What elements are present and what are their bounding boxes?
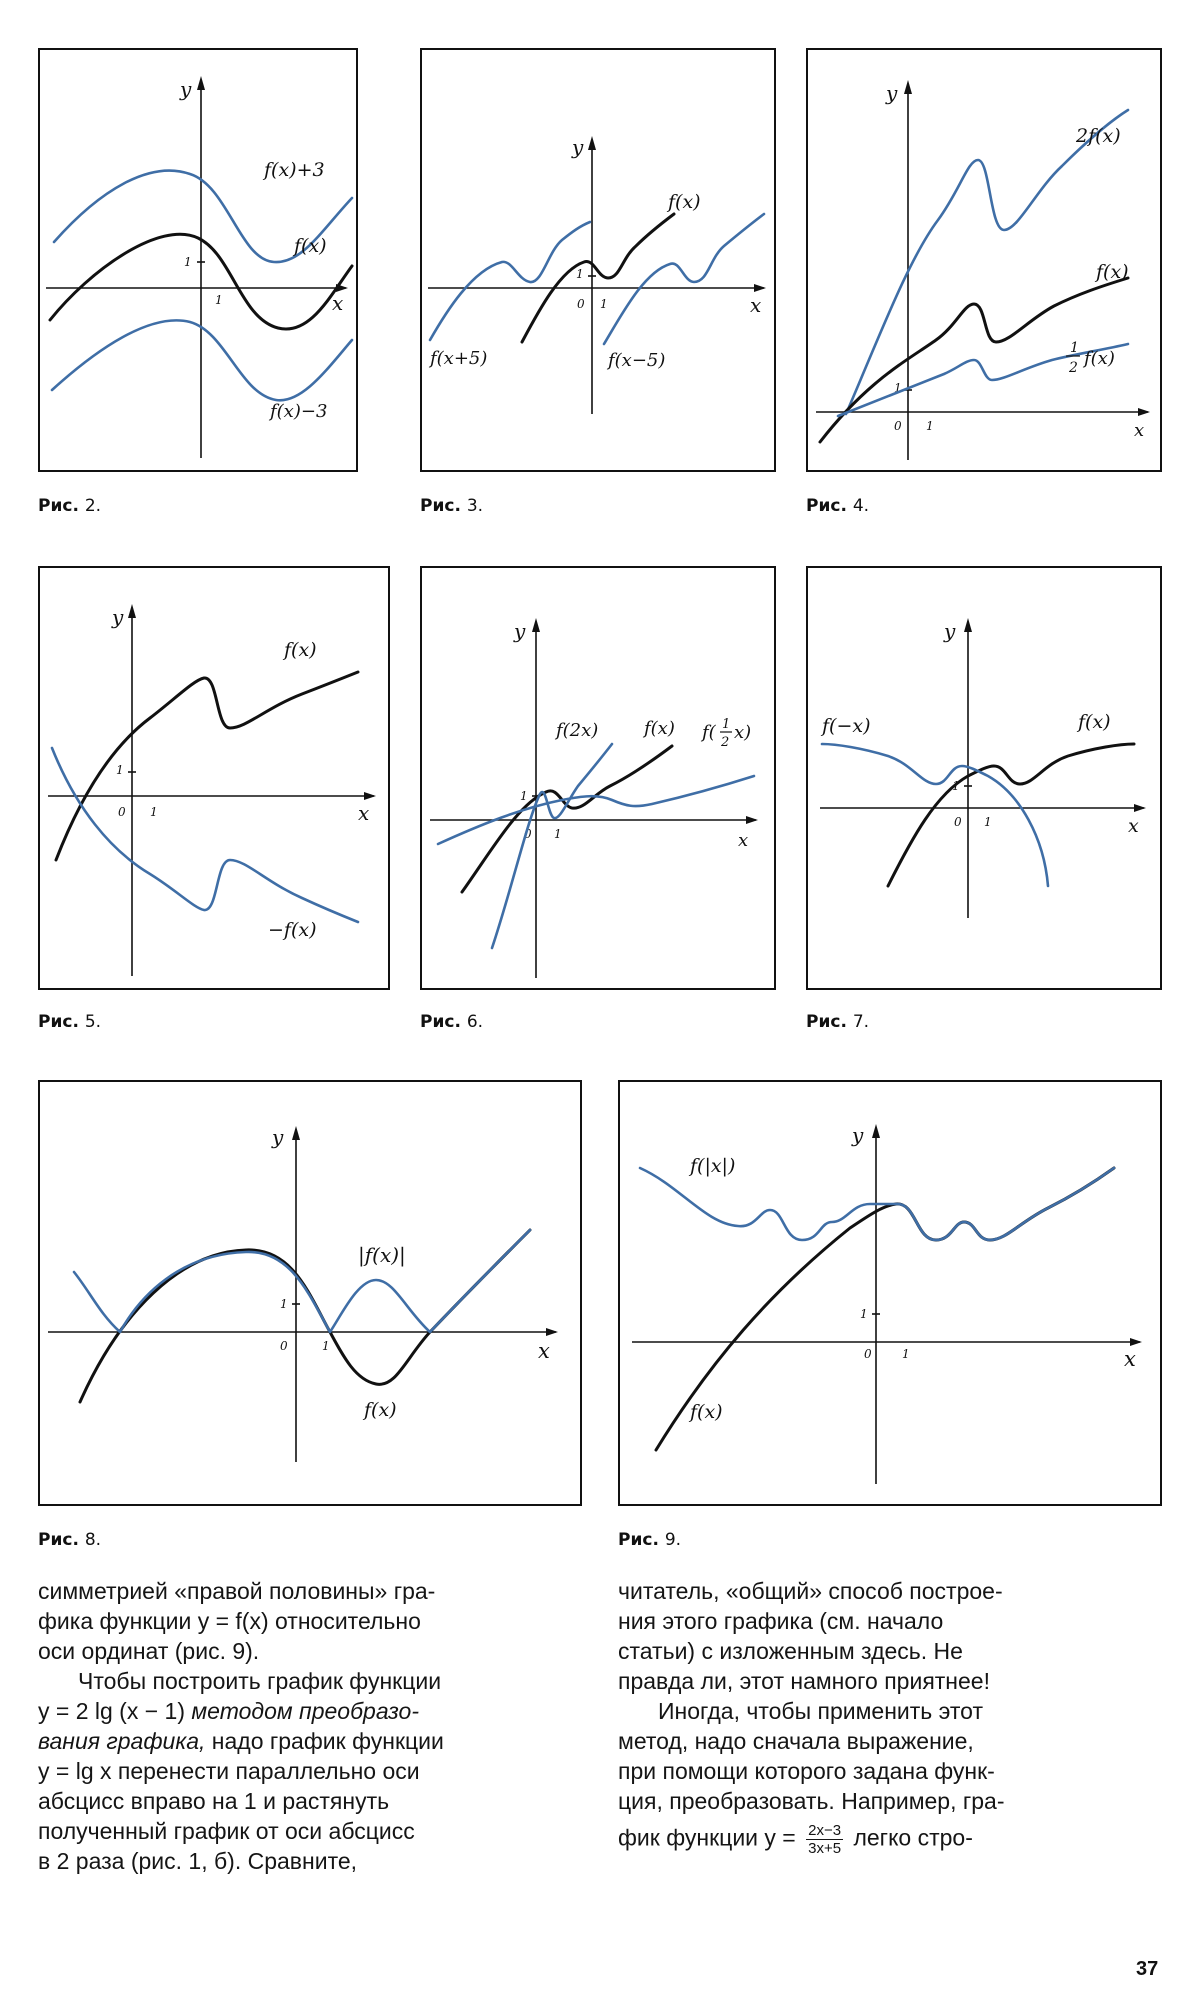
left-column-text bbox=[38, 1576, 578, 1876]
text-line: метод, надо сначала выражение, bbox=[618, 1728, 974, 1754]
text-line: оси ординат (рис. 9). bbox=[38, 1638, 260, 1664]
tick-y-label: 1 bbox=[184, 255, 192, 269]
text-line: симметрией «правой половины» гра- bbox=[38, 1578, 436, 1604]
figure-6-plot bbox=[422, 568, 778, 992]
x-axis-label: x bbox=[538, 1339, 550, 1363]
origin-label: 0 bbox=[577, 297, 585, 311]
label-half-f: f(x) bbox=[1084, 348, 1115, 369]
y-axis-label: y bbox=[886, 81, 898, 105]
label-2f: 2f(x) bbox=[1076, 125, 1121, 147]
text-line: фик функции y = $\frac{2x-3}{3x+5}$ легко стро- bbox=[618, 1822, 973, 1857]
y-axis-label: y bbox=[514, 619, 526, 643]
x-axis-label: x bbox=[1128, 815, 1139, 837]
curve-f-minus-3 bbox=[52, 320, 352, 400]
fraction-numerator: 2x−3 bbox=[808, 1822, 842, 1839]
figure-7 bbox=[806, 566, 1162, 990]
text-line: абсцисс вправо на 1 и растянуть bbox=[38, 1788, 390, 1814]
tick-y-label: 1 bbox=[894, 381, 902, 395]
caption-figure-5: Рис. 5. bbox=[38, 1012, 102, 1032]
label-f-half-prefix: f( bbox=[702, 722, 716, 743]
label-f-2x: f(2x) bbox=[556, 720, 599, 741]
x-axis-label: x bbox=[750, 293, 762, 317]
tick-x-label: 1 bbox=[215, 293, 223, 307]
tick-y-label: 1 bbox=[860, 1307, 868, 1321]
label-f: f(x) bbox=[668, 191, 701, 213]
curve-f-x-plus-5 bbox=[430, 222, 590, 340]
y-axis-label: y bbox=[272, 1125, 284, 1149]
curve-f-x-minus-5 bbox=[604, 214, 764, 344]
label-f: f(x) bbox=[364, 1399, 397, 1421]
origin-label: 0 bbox=[280, 1339, 288, 1353]
figure-3-plot bbox=[422, 50, 778, 474]
label-f: f(x) bbox=[1096, 261, 1129, 283]
curve-f bbox=[80, 1230, 530, 1402]
tick-x-label: 1 bbox=[984, 815, 992, 829]
text-line: фика функции y = f(x) относительно bbox=[38, 1608, 421, 1634]
x-axis-label: x bbox=[332, 291, 344, 315]
fraction-denominator: 3x+5 bbox=[808, 1840, 842, 1857]
tick-x-label: 1 bbox=[150, 805, 158, 819]
figure-4 bbox=[806, 48, 1162, 472]
text-line: ния этого графика (см. начало bbox=[618, 1608, 944, 1634]
curve-f bbox=[888, 744, 1134, 886]
curve-f-abs-x bbox=[640, 1168, 1114, 1240]
x-axis-label: x bbox=[1124, 1347, 1136, 1371]
caption-figure-2: Рис. 2. bbox=[38, 496, 102, 516]
label-half-numerator: 1 bbox=[1070, 340, 1079, 356]
curve-f bbox=[462, 746, 672, 892]
text-line: в 2 раза (рис. 1, б). Сравните, bbox=[38, 1848, 358, 1874]
caption-figure-3: Рис. 3. bbox=[420, 496, 484, 516]
label-f: f(x) bbox=[644, 718, 675, 739]
tick-x-label: 1 bbox=[926, 419, 934, 433]
tick-y-label: 1 bbox=[280, 1297, 288, 1311]
tick-x-label: 1 bbox=[902, 1347, 910, 1361]
origin-label: 0 bbox=[118, 805, 126, 819]
origin-label: 0 bbox=[954, 815, 962, 829]
tick-y-label: 1 bbox=[116, 763, 124, 777]
figure-5 bbox=[38, 566, 390, 990]
figure-8-plot bbox=[40, 1082, 584, 1508]
curve-f-2x bbox=[492, 744, 612, 948]
text-line: правда ли, этот намного приятнее! bbox=[618, 1668, 990, 1694]
label-f-abs-x: f(|x|) bbox=[690, 1155, 736, 1177]
label-f: f(x) bbox=[1078, 711, 1111, 733]
text-line: Иногда, чтобы применить этот bbox=[658, 1698, 983, 1724]
x-axis-label: x bbox=[1134, 420, 1145, 441]
label-f: f(x) bbox=[690, 1401, 723, 1423]
y-axis-label: y bbox=[572, 135, 584, 159]
y-axis-label: y bbox=[180, 77, 192, 101]
figure-9 bbox=[618, 1080, 1162, 1506]
page-number: 37 bbox=[1136, 1958, 1159, 1980]
label-f-plus-3: f(x)+3 bbox=[264, 159, 325, 181]
figure-6 bbox=[420, 566, 776, 990]
figure-2 bbox=[38, 48, 358, 472]
origin-label: 0 bbox=[864, 1347, 872, 1361]
caption-figure-7: Рис. 7. bbox=[806, 1012, 870, 1032]
caption-figure-6: Рис. 6. bbox=[420, 1012, 484, 1032]
text-line: y = 2 lg (x − 1) методом преобразо- bbox=[38, 1698, 419, 1724]
label-f-half-denominator: 2 bbox=[721, 735, 730, 750]
figure-5-plot bbox=[40, 568, 392, 992]
tick-y-label: 1 bbox=[952, 779, 960, 793]
figure-7-plot bbox=[808, 568, 1164, 992]
figure-3 bbox=[420, 48, 776, 472]
text-line: полученный график от оси абсцисс bbox=[38, 1818, 415, 1844]
tick-y-label: 1 bbox=[576, 267, 584, 281]
tick-x-label: 1 bbox=[554, 827, 562, 841]
label-abs-f: |f(x)| bbox=[358, 1243, 406, 1267]
label-neg-f: −f(x) bbox=[268, 919, 317, 941]
label-f-half-suffix: x) bbox=[734, 722, 752, 743]
label-f-half-numerator: 1 bbox=[722, 717, 731, 732]
label-f-x-plus-5: f(x+5) bbox=[430, 348, 488, 369]
y-axis-label: y bbox=[852, 1123, 864, 1147]
text-line: при помощи которого задана функ- bbox=[618, 1758, 995, 1784]
text-line: вания графика, надо график функции bbox=[38, 1728, 444, 1754]
text-line: y = lg x перенести параллельно оси bbox=[38, 1758, 420, 1784]
label-f: f(x) bbox=[284, 639, 317, 661]
right-column-text bbox=[618, 1576, 1162, 1857]
label-half-denominator: 2 bbox=[1069, 360, 1078, 376]
x-axis-label: x bbox=[738, 830, 749, 851]
text-line: Чтобы построить график функции bbox=[78, 1668, 442, 1694]
x-axis-label: x bbox=[358, 801, 370, 825]
caption-figure-4: Рис. 4. bbox=[806, 496, 870, 516]
curve-f bbox=[522, 214, 674, 342]
figure-8 bbox=[38, 1080, 582, 1506]
y-axis-label: y bbox=[944, 619, 956, 643]
origin-label: 0 bbox=[894, 419, 902, 433]
tick-y-label: 1 bbox=[520, 789, 528, 803]
caption-figure-8: Рис. 8. bbox=[38, 1530, 102, 1550]
y-axis-label: y bbox=[112, 605, 124, 629]
curve-f-neg-x bbox=[822, 744, 1048, 886]
curve-f-half-x bbox=[438, 776, 754, 844]
label-f-neg-x: f(−x) bbox=[822, 715, 871, 737]
text-line: читатель, «общий» способ построе- bbox=[618, 1578, 1003, 1604]
caption-figure-9: Рис. 9. bbox=[618, 1530, 682, 1550]
figure-9-plot bbox=[620, 1082, 1164, 1508]
origin-label: 0 bbox=[524, 827, 532, 841]
label-f-x-minus-5: f(x−5) bbox=[608, 350, 666, 371]
label-f-minus-3: f(x)−3 bbox=[270, 401, 328, 422]
tick-x-label: 1 bbox=[322, 1339, 330, 1353]
text-line: статьи) с изложенным здесь. Не bbox=[618, 1638, 963, 1664]
figure-4-plot bbox=[808, 50, 1164, 474]
fraction bbox=[806, 1822, 843, 1857]
figure-2-plot bbox=[40, 50, 360, 474]
tick-x-label: 1 bbox=[600, 297, 608, 311]
text-line: ция, преобразовать. Например, гра- bbox=[618, 1788, 1005, 1814]
label-f: f(x) bbox=[294, 235, 327, 257]
